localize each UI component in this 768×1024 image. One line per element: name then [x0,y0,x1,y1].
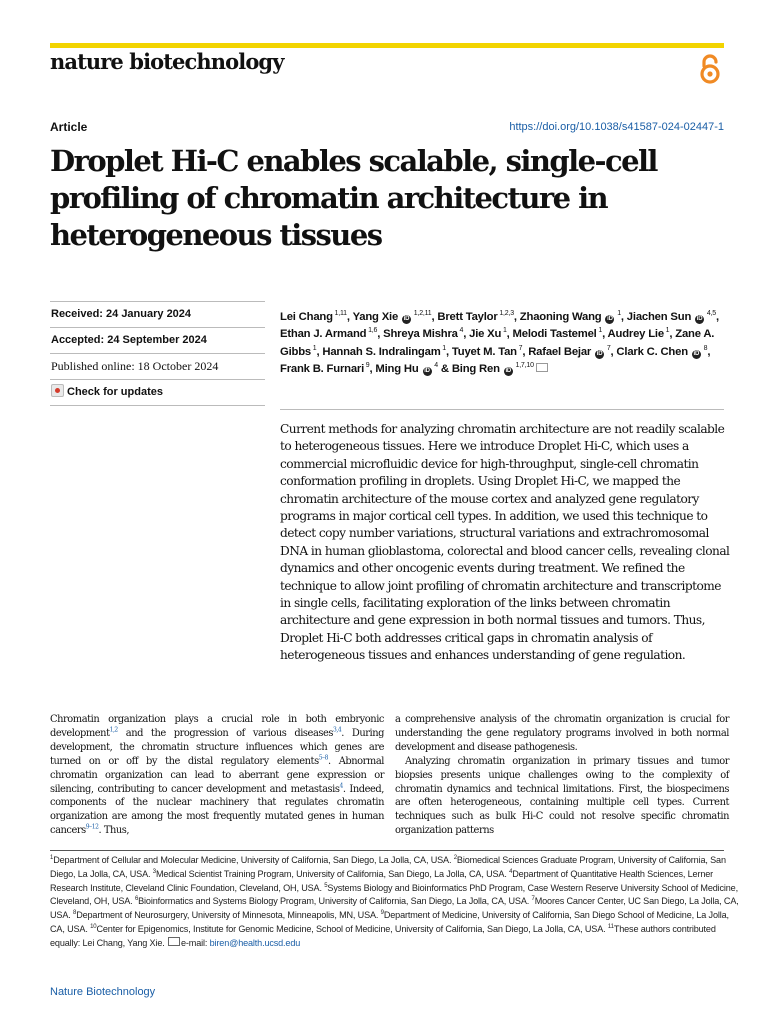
reference-sup[interactable]: 1,2 [109,726,118,734]
text-run: Center for Epigenomics, Institute for Genomic Medicine, School of Medicine, University of California, San Diego, La Jolla, CA, USA. [96,923,608,934]
author-name[interactable]: Lei Chang [280,311,333,323]
text-run: Bioinformatics and Systems Biology Program, University of California, San Diego, La Jolla, CA, USA. [138,896,532,907]
reference-sup[interactable]: 3 [152,868,156,875]
reference-sup[interactable]: 9–12 [85,823,99,831]
reference-sup[interactable]: 7 [531,896,535,903]
author-affiliation-sup: 4,5 [705,310,716,318]
reference-sup[interactable]: 10 [90,923,97,930]
reference-sup[interactable]: 9 [380,910,384,917]
author-affiliation-sup: 1 [501,327,507,335]
received-date: Received: 24 January 2024 [50,302,265,328]
orcid-icon[interactable]: iD [505,367,512,374]
orcid-icon[interactable]: iD [596,350,603,357]
author-name[interactable]: Audrey Lie [607,328,664,341]
open-access-icon [697,53,723,85]
orcid-icon[interactable]: iD [696,316,703,322]
abstract: Current methods for analyzing chromatin architecture are not readily scalable to heterogeneous tissues. Here we introduce Droplet Hi-C, which uses a commercial microfluidic device for high-throughput, single-cell chromatin conformation profiling in droplets. Using Droplet Hi-C, we mapped the chromatin architecture of the mouse cortex and analyzed gene regulatory programs in major cortical cell types. In addition, we used this technique to detect copy number variations, structural variations and extrachromosomal DNA in human glioblastoma, colorectal and blood cancer cells, revealing clonal dynamics and other oncogenic events during treatment. We refined the technique to allow joint profiling of chromatin architecture and transcriptome in single cells, facilitating exploration of the links between chromatin architecture and gene expression in both normal tissues and tumors. Thus, Droplet Hi-C both addresses critical gaps in chromatin analysis of heterogeneous tissues and enhances understanding of gene regulation. [280,422,730,663]
text-run: Moores Cancer Center, UC San Diego, La Jolla, CA, USA. [50,896,739,921]
orcid-icon[interactable]: iD [403,316,410,322]
check-for-updates-label: Check for updates [67,386,163,398]
reference-sup[interactable]: 2 [453,854,457,861]
author-affiliation-sup: 7 [516,344,523,352]
reference-sup[interactable]: 11 [607,923,614,930]
reference-sup[interactable]: 8 [73,910,77,917]
journal-accent-bar [50,43,724,48]
article-type: Article [50,120,88,134]
author-affiliation-sup: 1 [311,344,317,352]
author-name[interactable]: Ming Hu [375,362,419,375]
orcid-icon[interactable]: iD [607,316,613,322]
author-affiliation-sup: 1,6 [366,327,378,335]
author-affiliation-sup: 8 [701,344,708,352]
text-run: Department of Quantitative Health Sciences, Lerner Research Institute, Cleveland Clinic Foundation, Cleveland, OH, USA. [50,868,714,893]
reference-sup[interactable]: 4 [509,868,513,875]
envelope-icon[interactable] [536,363,548,372]
published-date: Published online: 18 October 2024 [50,354,265,380]
email-link[interactable]: biren@health.ucsd.edu [209,937,301,948]
reference-sup[interactable]: 4 [339,782,343,790]
author-affiliation-sup: 4 [432,362,438,370]
text-run: Department of Cellular and Molecular Medicine, University of California, San Diego, La Jolla, CA, USA. [53,855,454,865]
author-affiliation-sup: 7 [605,344,611,352]
orcid-icon[interactable]: iD [693,350,700,357]
author-affiliation-sup: 1,11 [332,310,347,318]
author-affiliation-sup: 9 [364,362,370,370]
reference-sup[interactable]: 5–8 [318,754,328,762]
text-run: Biomedical Sciences Graduate Program, University of California, San Diego, La Jolla, CA, USA. [50,855,726,879]
text-run: . Abnormal chromatin organization can lead to aberrant gene expression or silencing, contributing to cancer development and metastasis [50,755,384,795]
author-affiliation-sup: 4 [457,327,464,335]
author-name[interactable]: Brett Taylor [437,311,498,323]
abstract-divider [280,409,724,410]
author-name[interactable]: Jie Xu [469,328,502,341]
author-name[interactable]: Tuyet M. Tan [451,345,517,358]
author-name[interactable]: Clark C. Chen [616,345,688,358]
envelope-icon [168,937,180,946]
doi-link[interactable]: https://doi.org/10.1038/s41587-024-02447-1 [509,121,724,133]
text-run: . Indeed, components of the nuclear machinery that regulates chromatin organization are among the most frequently mutated genes in human cancers [50,783,384,837]
author-affiliation-sup: 1,7,10 [513,362,534,370]
author-name[interactable]: Frank B. Furnari [280,362,365,375]
body-column-right [395,713,729,838]
body-column-left [50,713,384,838]
text-run: Medical Scientist Training Program, University of California, San Diego, La Jolla, CA, USA. [155,868,510,879]
reference-sup[interactable]: 6 [134,896,139,903]
check-for-updates-icon [51,384,64,397]
author-affiliation-sup: 1,2,11 [412,310,432,318]
text-run: and the progression of various diseases [117,727,334,739]
text-run: Department of Medicine, University of California, San Diego School of Medicine, La Jolla, CA, USA. [50,910,729,934]
author-name[interactable]: Yang Xie [352,311,399,323]
body-paragraph-3: Analyzing chromatin organization in primary tissues and tumor biopsies presents unique challenges owing to the complexity of chromatin dynamics and technical limitations. First, the biospecimens are often heterogeneous, containing multiple cell types. Current techniques such as bulk Hi-C could not resolve specific chromatin organization patterns [395,755,729,837]
author-affiliation-sup: 1 [615,310,621,318]
footnote-divider [50,850,724,851]
text-run: These authors contributed equally: Lei Chang, Yang Xie. [50,923,716,948]
footer-journal-name[interactable]: Nature Biotechnology [50,986,156,998]
text-run: . During development, the chromatin structure influences which genes are turned on or off by the distal regulatory elements [50,727,384,767]
author-name[interactable]: Hannah S. Indralingam [322,345,441,358]
author-affiliation-sup: 1,2,3 [497,310,514,318]
check-for-updates-button[interactable] [50,380,265,406]
text-run: e-mail: [181,937,210,948]
orcid-icon[interactable]: iD [424,367,430,374]
publication-dates [50,301,265,406]
body-paragraph-2: a comprehensive analysis of the chromatin organization is crucial for understanding the gene regulatory programs involved in both normal development and disease pathogenesis. [395,714,729,753]
author-name[interactable]: Melodi Tastemel [512,328,597,341]
affiliations-footnote [50,854,740,951]
reference-sup[interactable]: 3,4 [333,726,342,734]
author-list: Lei Chang $^{1,11}$, Yang Xie iD $^{1,2,11}$, Brett Taylor $^{1,2,3}$, Zhaoning Wang iD $^1$, Jiachen Sun iD $^{4,5}$, Ethan J. Armand $^{1,6}$, Shreya Mishra $^4$, Jie Xu $^1$, Melodi Tastemel $^1$, Audrey Lie $^1$, Zane A. Gibbs $^1$, Hannah S. Indralingam $^1$, Tuyet M. Tan $^7$, Rafael Bejar iD $^7$, Clark C. Chen iD $^8$, Frank B. Furnari $^9$, Ming Hu iD $^4$ & Bing Ren iD $^{1,7,10}$ [280,310,719,375]
author-affiliation-sup: 1 [596,327,603,335]
text-run: Systems Biology and Bioinformatics PhD Program, Case Western Reserve University School of Medicine, Cleveland, OH, USA. [50,882,738,907]
accepted-date: Accepted: 24 September 2024 [50,328,265,354]
journal-name[interactable]: nature biotechnology [50,49,284,74]
body-paragraph-1 [50,713,384,838]
author-affiliation-sup: 1 [663,327,670,335]
author-name[interactable]: Ethan J. Armand [280,328,367,341]
text-run: Chromatin organization plays a crucial role in both embryonic development [50,714,384,739]
author-name[interactable]: Rafael Bejar [528,345,592,358]
text-run: Department of Neurosurgery, University of Minnesota, Minneapolis, MN, USA. [76,910,381,921]
article-title: Droplet Hi-C enables scalable, single-cell profiling of chromatin architecture in heterogeneous tissues [50,144,657,252]
author-name[interactable]: Shreya Mishra [383,328,458,341]
author-name[interactable]: Zane A. Gibbs [280,328,715,358]
reference-sup[interactable]: 5 [324,882,328,889]
text-run: . Thus, [98,825,130,837]
author-name[interactable]: Zhaoning Wang [519,311,602,323]
author-name[interactable]: Jiachen Sun [626,311,692,323]
author-name[interactable]: Bing Ren [451,362,500,375]
author-affiliation-sup: 1 [440,344,447,352]
reference-sup[interactable]: 1 [50,854,54,861]
